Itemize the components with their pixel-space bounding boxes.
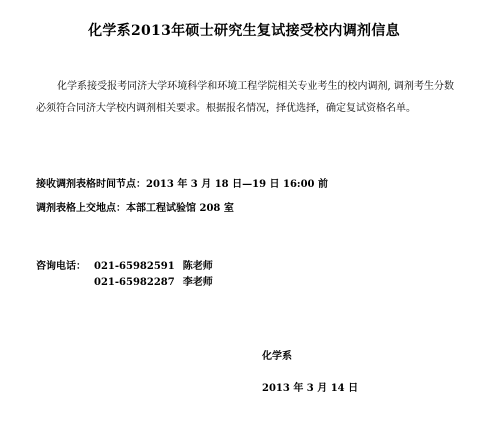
contact-phone: 021-65982591 xyxy=(94,261,175,272)
notice-paragraph: 化学系接受报考同济大学环境科学和环境工程学院相关专业考生的校内调剂, 调剂考生分数必须符合同济大学校内调剂相关要求。根据报名情况，择优选择，确定复试资格名单。 xyxy=(36,81,454,114)
deadline-line: 接收调剂表格时间节点：2013 年 3 月 18 日—19 日 16:00 前 xyxy=(36,179,328,190)
contact-name: 李老师 xyxy=(182,277,213,288)
document-title: 化学系2013年硕士研究生复试接受校内调剂信息 xyxy=(88,23,400,39)
contact-row xyxy=(94,273,213,288)
contact-label: 咨询电话： xyxy=(36,261,86,272)
signature-org: 化学系 xyxy=(262,351,292,362)
signature-date: 2013 年 3 月 14 日 xyxy=(262,383,359,394)
contact-name: 陈老师 xyxy=(182,261,213,272)
contact-phone: 021-65982287 xyxy=(94,277,175,288)
location-line: 调剂表格上交地点：本部工程试验馆 208 室 xyxy=(36,203,234,214)
contact-row xyxy=(94,257,213,272)
